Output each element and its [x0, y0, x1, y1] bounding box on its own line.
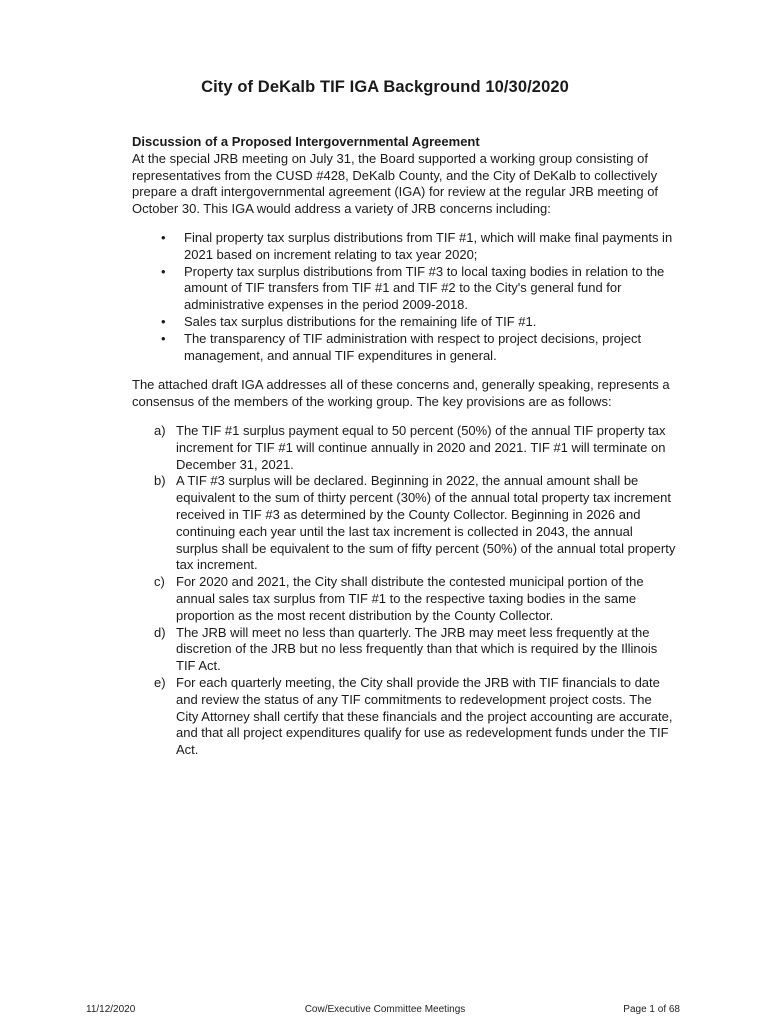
provision-text: For 2020 and 2021, the City shall distribute the contested municipal portion of the annual sales tax surplus from TIF #1 to the respective taxing bodies in the same proportion as the most recent distribution by the County Collector. [176, 574, 644, 623]
concerns-list [132, 230, 677, 364]
provision-text: The JRB will meet no less than quarterly. The JRB may meet less frequently at the discretion of the JRB but no less frequently than that which is required by the Illinois TIF Act. [176, 624, 658, 674]
footer-center-text: Cow/Executive Committee Meetings [304, 1004, 466, 1015]
list-marker: b) [154, 473, 166, 489]
provision-text: For each quarterly meeting, the City shall provide the JRB with TIF financials to date and review the status of any TIF commitments to redevelopment project costs. The City Attorney shall certify that these financials and the project accounting are accurate, and that all project expenditures qualify for use as redevelopment funds under the TIF Act. [176, 674, 673, 758]
summary-paragraph: The attached draft IGA addresses all of these concerns and, generally speaking, represents a consensus of the members of the working group. The key provisions are as follows: [132, 377, 670, 410]
list-marker: e) [154, 674, 166, 690]
list-item: • Property tax surplus distributions from TIF #3 to local taxing bodies in relation to the amount of TIF transfers from TIF #1 and TIF #2 to the City's general fund for administrative expenses in the period 2009-2018. [184, 264, 677, 314]
footer-page-number: Page 1 of 68 [623, 1004, 680, 1015]
list-marker: d) [154, 624, 166, 640]
list-marker: c) [154, 574, 165, 590]
intro-paragraph: At the special JRB meeting on July 31, the Board supported a working group consisting of representatives from the CUSD #428, DeKalb County, and the City of DeKalb to collectively prepare a draft intergovernmental agreement (IGA) for review at the regular JRB meeting of October 30. This IGA would address a variety of JRB concerns including: [132, 150, 659, 217]
document-body [132, 134, 677, 759]
list-item [154, 422, 677, 473]
document-title: City of DeKalb TIF IGA Background 10/30/2020 [201, 78, 569, 96]
provision-text: The TIF #1 surplus payment equal to 50 percent (50%) of the annual TIF property tax increment for TIF #1 will continue annually in 2020 and 2021. TIF #1 will terminate on December 31, 2021. [176, 422, 666, 472]
list-item: • Sales tax surplus distributions for the remaining life of TIF #1. [184, 314, 677, 331]
list-item [154, 624, 677, 675]
list-item: • Final property tax surplus distributions from TIF #1, which will make final payments in 2021 based on increment relating to tax year 2020; [184, 230, 677, 264]
provision-text: A TIF #3 surplus will be declared. Beginning in 2022, the annual amount shall be equivalent to the sum of thirty percent (30%) of the annual total property tax increment received in TIF #3 as determined by the County Collector. Beginning in 2026 and continuing each year until the last tax increment is collected in 2043, the annual surplus shall be equivalent to the sum of fifty percent (50%) of the annual total property tax increment. [176, 473, 676, 573]
list-marker: a) [154, 422, 166, 438]
list-item [154, 473, 677, 574]
list-item: • The transparency of TIF administration with respect to project decisions, project management, and annual TIF expenditures in general. [184, 331, 677, 365]
section-heading: Discussion of a Proposed Intergovernmental Agreement [132, 134, 480, 149]
list-item [154, 674, 677, 759]
footer-date: 11/12/2020 [86, 1004, 136, 1015]
list-item [154, 574, 677, 624]
provisions-list [132, 423, 677, 759]
